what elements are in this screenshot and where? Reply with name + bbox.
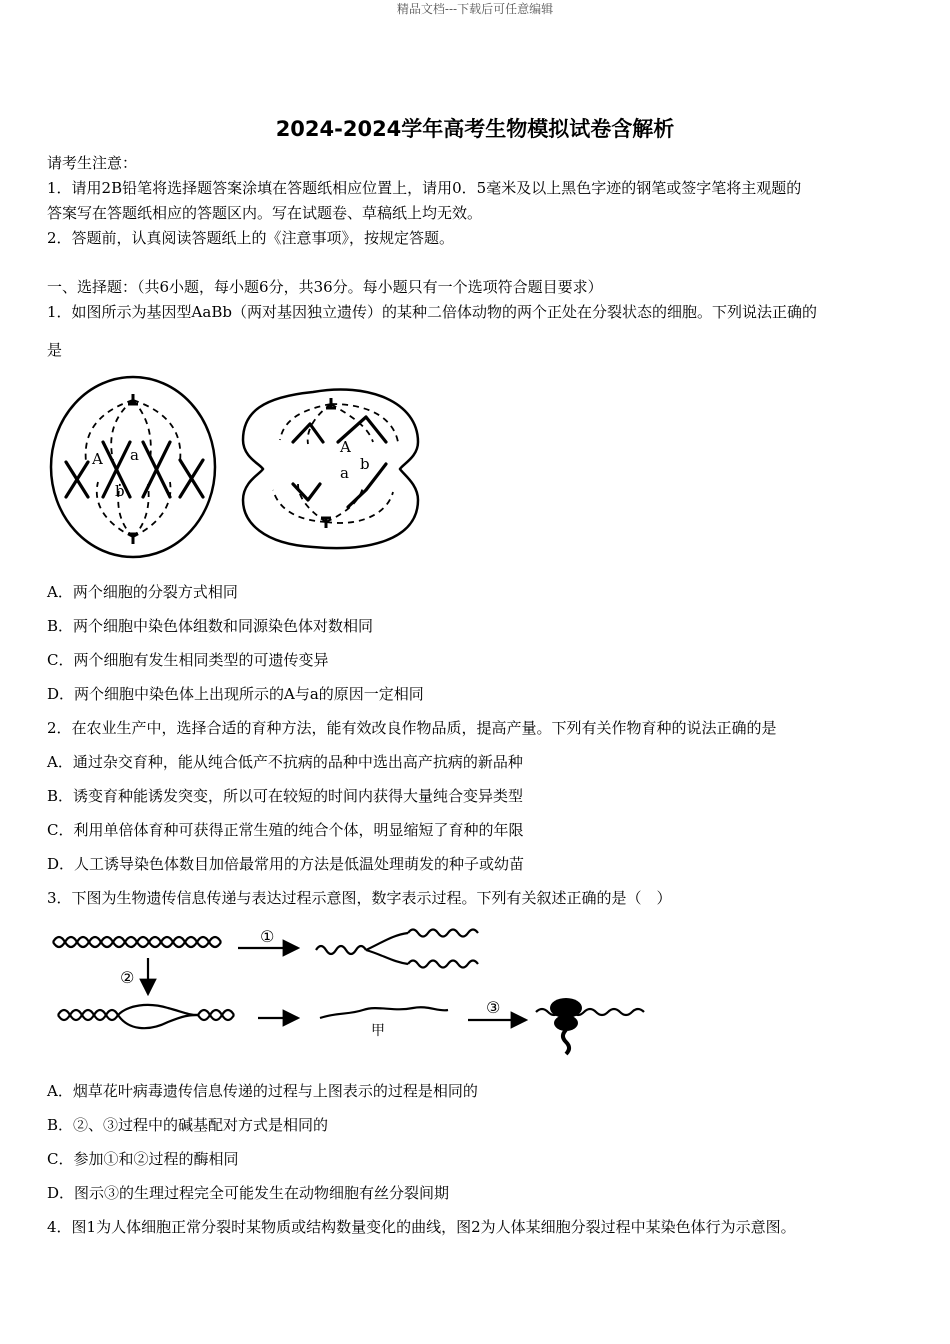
- q3-option-c: C．参加①和②过程的酶相同: [47, 1150, 239, 1168]
- question-1-stem: 1．如图所示为基因型AaBb（两对基因独立遗传）的某种二倍体动物的两个正处在分裂状态的细胞。下列说法正确的: [47, 303, 817, 321]
- label-A-left: A: [92, 450, 103, 468]
- page-header: 精品文档---下载后可任意编辑: [396, 2, 554, 16]
- process-3-label: ③: [486, 998, 501, 1017]
- q3-option-d: D．图示③的生理过程完全可能发生在动物细胞有丝分裂间期: [47, 1184, 450, 1202]
- question-3-stem: 3．下图为生物遗传信息传递与表达过程示意图，数字表示过程。下列有关叙述正确的是（ ）: [47, 889, 672, 907]
- q1-option-c: C．两个细胞有发生相同类型的可遗传变异: [47, 651, 329, 669]
- process-2-label: ②: [120, 968, 135, 987]
- question-1-stem-cont: 是: [47, 341, 63, 359]
- label-b-left: b: [115, 482, 125, 500]
- question-2-stem: 2．在农业生产中，选择合适的育种方法，能有效改良作物品质，提高产量。下列有关作物育种的说法正确的是: [47, 719, 777, 737]
- notice-heading: 请考生注意：: [47, 154, 138, 172]
- mrna-jia-label: 甲: [371, 1023, 385, 1039]
- q3-option-b: B．②、③过程中的碱基配对方式是相同的: [47, 1116, 329, 1134]
- q1-option-b: B．两个细胞中染色体组数和同源染色体对数相同: [47, 617, 374, 635]
- page-title: 2024-2024学年高考生物模拟试卷含解析: [275, 117, 675, 141]
- question-4-stem: 4．图1为人体细胞正常分裂时某物质或结构数量变化的曲线，图2为人体某细胞分裂过程中某染色体行为示意图。: [47, 1218, 796, 1236]
- process-1-label: ①: [260, 927, 275, 946]
- gene-expression-figure: [48, 920, 658, 1060]
- q1-option-d: D．两个细胞中染色体上出现所示的A与a的原因一定相同: [47, 685, 424, 703]
- label-a-left: a: [130, 446, 139, 464]
- cell-division-figure: [48, 372, 428, 567]
- notice-item: 1．请用2B铅笔将选择题答案涂填在答题纸相应位置上，请用0．5毫米及以上黑色字迹的钢笔或签字笔将主观题的: [47, 179, 802, 197]
- q2-option-a: A．通过杂交育种，能从纯合低产不抗病的品种中选出高产抗病的新品种: [47, 753, 523, 771]
- notice-item: 2．答题前，认真阅读答题纸上的《注意事项》，按规定答题。: [47, 229, 455, 247]
- q3-option-a: A．烟草花叶病毒遗传信息传递的过程与上图表示的过程是相同的: [47, 1082, 478, 1100]
- section-heading: 一、选择题：（共6小题，每小题6分，共36分。每小题只有一个选项符合题目要求）: [47, 278, 603, 296]
- q1-option-a: A．两个细胞的分裂方式相同: [47, 583, 238, 601]
- label-A-right: A: [340, 438, 351, 456]
- q2-option-b: B．诱变育种能诱发突变，所以可在较短的时间内获得大量纯合变异类型: [47, 787, 524, 805]
- notice-item: 答案写在答题纸相应的答题区内。写在试题卷、草稿纸上均无效。: [47, 204, 483, 222]
- q2-option-c: C．利用单倍体育种可获得正常生殖的纯合个体，明显缩短了育种的年限: [47, 821, 524, 839]
- q2-option-d: D．人工诱导染色体数目加倍最常用的方法是低温处理萌发的种子或幼苗: [47, 855, 525, 873]
- right-cell-membrane: [243, 389, 418, 548]
- label-a-right: a: [340, 464, 349, 482]
- label-b-right: b: [360, 455, 370, 473]
